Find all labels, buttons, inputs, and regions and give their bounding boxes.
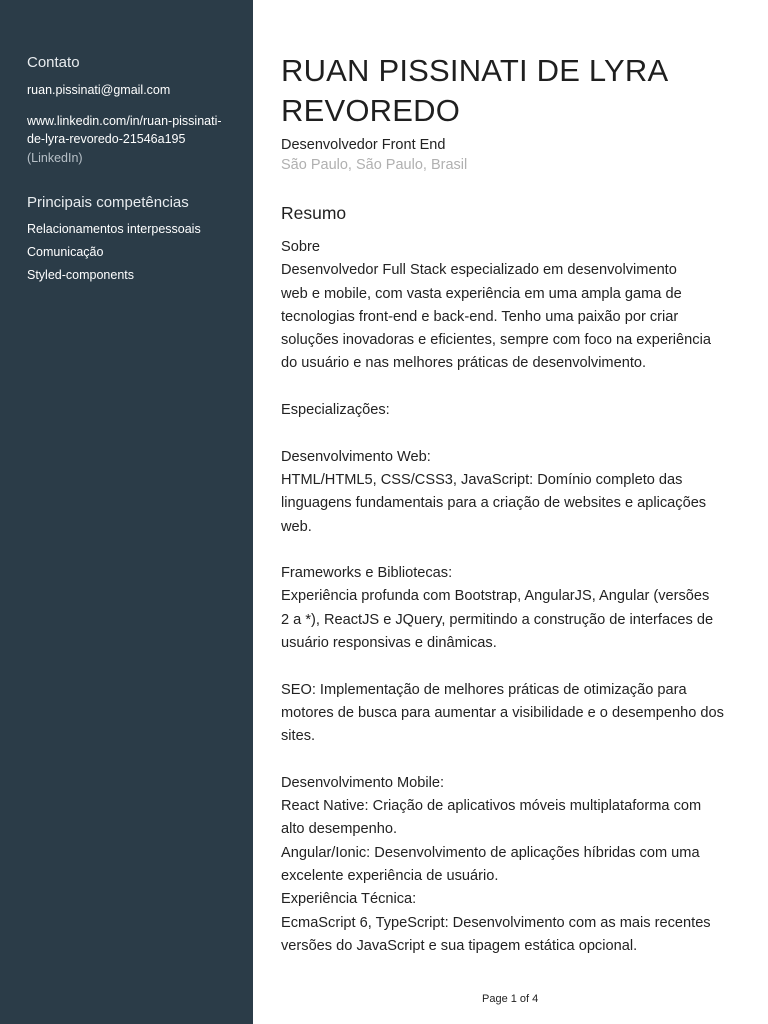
summary-line: SEO: Implementação de melhores práticas de otimização para xyxy=(281,681,687,698)
sidebar xyxy=(0,0,253,1024)
summary-line: sites. xyxy=(281,728,316,745)
summary-line: EcmaScript 6, TypeScript: Desenvolvimento com as mais recentes xyxy=(281,914,711,931)
skill-item: Styled-components xyxy=(27,268,135,282)
email-link[interactable]: ruan.pissinati@gmail.com xyxy=(27,83,171,97)
summary-line: Desenvolvimento Web: xyxy=(281,448,431,465)
summary-line: web. xyxy=(281,518,312,535)
summary-line: Experiência Técnica: xyxy=(281,891,417,908)
summary-line: soluções inovadoras e eficientes, sempre com foco na experiência xyxy=(281,332,711,349)
summary-line xyxy=(281,539,751,562)
summary-line: React Native: Criação de aplicativos móveis multiplataforma com xyxy=(281,798,702,815)
summary-line: tecnologias front-end e back-end. Tenho uma paixão por criar xyxy=(281,308,679,325)
summary-line: do usuário e nas melhores práticas de desenvolvimento. xyxy=(281,355,647,372)
summary-line xyxy=(281,655,751,678)
summary-line xyxy=(281,749,751,772)
skills-heading: Principais competências xyxy=(27,194,189,211)
person-name-line1: RUAN PISSINATI DE LYRA xyxy=(281,53,669,88)
linkedin-url-line1[interactable]: www.linkedin.com/in/ruan-pissinati- xyxy=(27,114,222,128)
summary-line: excelente experiência de usuário. xyxy=(281,868,499,885)
linkedin-url-line2[interactable]: de-lyra-revoredo-21546a195 xyxy=(27,132,186,146)
summary-line: 2 a *), ReactJS e JQuery, permitindo a construção de interfaces de xyxy=(281,611,714,628)
page-number: Page 1 of 4 xyxy=(482,993,539,1005)
summary-line: usuário responsivas e dinâmicas. xyxy=(281,635,497,652)
summary-body xyxy=(281,236,751,958)
summary-heading: Resumo xyxy=(281,203,347,223)
job-headline: Desenvolvedor Front End xyxy=(281,137,446,153)
summary-line: HTML/HTML5, CSS/CSS3, JavaScript: Domínio completo das xyxy=(281,471,683,488)
summary-line: alto desempenho. xyxy=(281,821,398,838)
summary-line: Frameworks e Bibliotecas: xyxy=(281,565,453,582)
summary-line xyxy=(281,376,751,399)
contact-heading: Contato xyxy=(27,54,80,71)
linkedin-label: (LinkedIn) xyxy=(27,151,83,165)
skill-item: Relacionamentos interpessoais xyxy=(27,222,201,236)
location: São Paulo, São Paulo, Brasil xyxy=(281,157,468,173)
summary-line: Angular/Ionic: Desenvolvimento de aplicações híbridas com uma xyxy=(281,844,700,861)
summary-line: web e mobile, com vasta experiência em uma ampla gama de xyxy=(281,285,682,302)
summary-line: Experiência profunda com Bootstrap, AngularJS, Angular (versões xyxy=(281,588,710,605)
summary-line: Sobre xyxy=(281,239,320,255)
summary-line: Especializações: xyxy=(281,402,390,419)
person-name-line2: REVOREDO xyxy=(281,93,461,128)
summary-line xyxy=(281,422,751,445)
summary-line: Desenvolvedor Full Stack especializado em desenvolvimento xyxy=(281,262,677,279)
summary-line: Desenvolvimento Mobile: xyxy=(281,774,445,791)
skill-item: Comunicação xyxy=(27,245,104,259)
summary-line: linguagens fundamentais para a criação de websites e aplicações xyxy=(281,495,707,512)
summary-line: motores de busca para aumentar a visibilidade e o desempenho dos xyxy=(281,704,724,721)
summary-line: versões do JavaScript e sua tipagem estática opcional. xyxy=(281,937,638,954)
